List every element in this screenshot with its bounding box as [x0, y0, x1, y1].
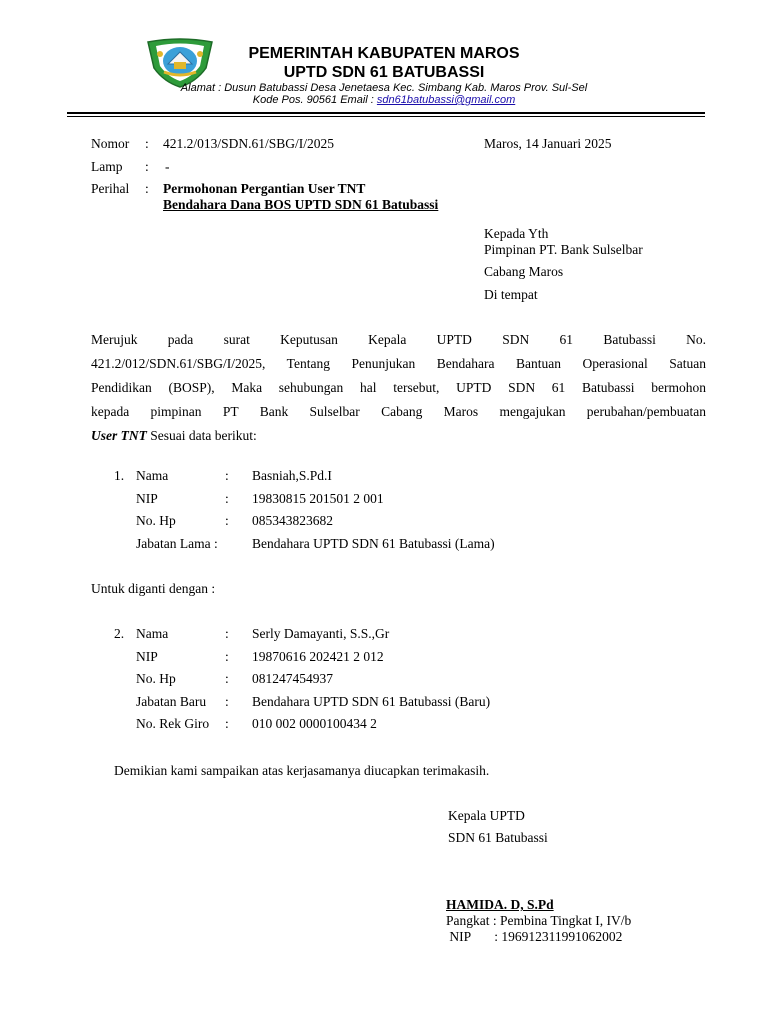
person2-colon-2: :	[225, 671, 229, 686]
person2-value-1: 19870616 202421 2 012	[252, 648, 384, 664]
signatory-institution: SDN 61 Batubassi	[448, 830, 548, 845]
body-line-1: Merujuk pada surat Keputusan Kepala UPTD SDN 61 Batubassi No.	[91, 332, 706, 347]
replacement-intro: Untuk diganti dengan :	[91, 581, 216, 596]
nomor-label: Nomor	[91, 136, 130, 151]
person2-value-2: 081247454937	[252, 671, 333, 686]
person2-label-4: No. Rek Giro	[136, 716, 210, 731]
signatory-nip: NIP : 196912311991062002	[446, 929, 623, 944]
user-tnt-emphasis: User TNT	[91, 428, 147, 443]
recipient-greeting: Kepada Yth	[484, 226, 549, 241]
person2-label-0: Nama	[136, 626, 169, 641]
letterhead-address: Alamat : Dusun Batubassi Desa Jenetaesa Kec. Simbang Kab. Maros Prov. Sul-Sel	[180, 82, 588, 94]
postal-code: Kode Pos. 90561 Email :	[252, 94, 377, 106]
person-1-number: 1.	[114, 468, 125, 483]
person2-value-4: 010 002 0000100434 2	[252, 716, 377, 731]
header-divider-thick	[67, 112, 705, 114]
person2-value-3: Bendahara UPTD SDN 61 Batubassi (Baru)	[252, 693, 491, 709]
person2-colon-1: :	[225, 648, 229, 664]
nomor-colon: :	[145, 136, 149, 151]
letterhead-government: PEMERINTAH KABUPATEN MAROS	[248, 45, 520, 62]
perihal-colon: :	[145, 181, 149, 196]
signatory-title: Kepala UPTD	[448, 808, 525, 823]
body-paragraph	[91, 328, 706, 448]
letter-date: Maros, 14 Januari 2025	[484, 136, 612, 151]
person1-value-0: Basniah,S.Pd.I	[252, 468, 332, 483]
person2-label-1: NIP	[136, 648, 158, 664]
person1-label-2: No. Hp	[136, 513, 176, 528]
lamp-label: Lamp	[91, 159, 123, 174]
lamp-value: -	[165, 159, 170, 174]
perihal-label: Perihal	[91, 181, 130, 196]
email-link[interactable]: sdn61batubassi@gmail.com	[376, 94, 516, 106]
recipient-branch: Cabang Maros	[484, 264, 564, 279]
perihal-line-1: Permohonan Pergantian User TNT	[163, 181, 366, 196]
person2-value-0: Serly Damayanti, S.S.,Gr	[252, 626, 390, 641]
body-line-3: Pendidikan (BOSP), Maka sehubungan hal tersebut, UPTD SDN 61 Batubassi bermohon	[91, 380, 706, 395]
person1-label-1: NIP	[136, 490, 158, 506]
body-line-4: kepada pimpinan PT Bank Sulselbar Cabang Maros mengajukan perubahan/pembuatan	[91, 404, 706, 419]
signatory-rank: Pangkat : Pembina Tingkat I, IV/b	[446, 913, 632, 928]
person-2-number: 2.	[114, 626, 125, 641]
person2-label-3: Jabatan Baru	[136, 693, 207, 709]
recipient-place: Di tempat	[484, 287, 538, 302]
recipient-name: Pimpinan PT. Bank Sulselbar	[484, 242, 643, 257]
person1-value-3: Bendahara UPTD SDN 61 Batubassi (Lama)	[252, 535, 495, 551]
nomor-value: 421.2/013/SDN.61/SBG/I/2025	[163, 136, 335, 151]
person1-label-0: Nama	[136, 468, 169, 483]
person2-colon-0: :	[225, 626, 229, 641]
person1-colon-0: :	[225, 468, 229, 483]
person1-value-1: 19830815 201501 2 001	[252, 490, 384, 506]
body-line-5	[91, 424, 706, 448]
person1-colon-2: :	[225, 513, 229, 528]
person1-colon-1: :	[225, 490, 229, 506]
letterhead-contact	[0, 94, 768, 106]
body-line-5-tail: Sesuai data berikut:	[146, 428, 257, 443]
lamp-colon: :	[145, 159, 149, 174]
signatory-name: HAMIDA. D, S.Pd	[446, 897, 554, 912]
person2-label-2: No. Hp	[136, 671, 176, 686]
closing-sentence: Demikian kami sampaikan atas kerjasamanya diucapkan terimakasih.	[114, 763, 490, 778]
person1-value-2: 085343823682	[252, 513, 333, 528]
body-line-2: 421.2/012/SDN.61/SBG/I/2025, Tentang Penunjukan Bendahara Bantuan Operasional Satuan	[91, 356, 706, 371]
person1-label-3: Jabatan Lama :	[136, 535, 218, 551]
header-divider-thin	[67, 116, 705, 117]
person2-colon-4: :	[225, 716, 229, 731]
person2-colon-3: :	[225, 693, 229, 709]
perihal-line-2: Bendahara Dana BOS UPTD SDN 61 Batubassi	[163, 197, 439, 212]
letterhead-school: UPTD SDN 61 BATUBASSI	[283, 64, 485, 81]
